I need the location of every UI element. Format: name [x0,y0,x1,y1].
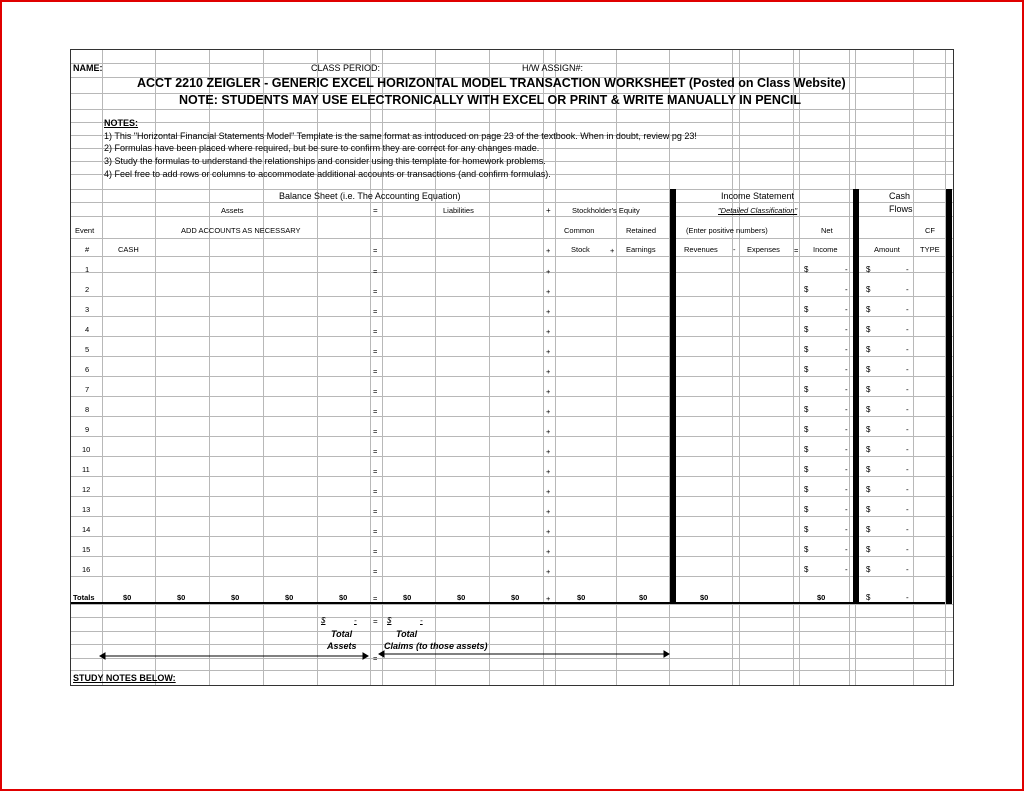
cash-amount-dash: - [906,445,909,454]
net-income-dash: - [845,325,848,334]
total-value: $0 [123,593,132,602]
plus-sign: + [546,327,551,336]
net-income-dash: - [845,385,848,394]
cash-amount-dash: - [906,545,909,554]
equals-sign: = [373,507,378,516]
event-number: 13 [82,505,91,514]
stock-label: Stock [571,245,590,254]
net-income-dash: - [845,305,848,314]
total-value: $0 [403,593,412,602]
net-income-dash: - [845,505,848,514]
cash-amount-dollar: $ [866,545,871,554]
event-number: 6 [85,365,90,374]
plus-sign: + [546,594,551,603]
net-income-dollar: $ [804,565,809,574]
total-claims-dash: - [420,616,423,625]
study-notes-label: STUDY NOTES BELOW: [73,673,176,683]
plus-sign: + [546,206,551,215]
plus-sign: + [546,547,551,556]
plus-sign: + [546,527,551,536]
income-statement-header: Income Statement [721,191,795,201]
net-income-dollar: $ [804,285,809,294]
event-number: 8 [85,405,90,414]
total-assets-dollar: $ [321,616,326,625]
equals-sign: = [373,307,378,316]
cash-amount-dollar: $ [866,505,871,514]
net-income-dollar: $ [804,405,809,414]
total-value: $0 [700,593,709,602]
assets-arrow-left-head [100,653,105,659]
equals-sign: = [373,567,378,576]
event-number: 15 [82,545,91,554]
assets-label: Assets [327,641,357,651]
net-income-dollar: $ [804,545,809,554]
cash-amount-dollar: $ [866,285,871,294]
total-assets-label: Total [331,629,353,639]
net-income-dash: - [845,465,848,474]
net-income-dash: - [845,365,848,374]
net-income-dollar: $ [804,445,809,454]
cash-amount-dollar: $ [866,385,871,394]
event-number: 1 [85,265,90,274]
equals-sign: = [373,547,378,556]
net-income-dollar: $ [804,425,809,434]
total-value: $0 [511,593,520,602]
type-label: TYPE [920,245,940,254]
plus-sign: + [610,246,615,255]
cash-amount-dash: - [906,505,909,514]
net-income-dash: - [845,485,848,494]
cash-amount-dash: - [906,285,909,294]
plus-sign: + [546,507,551,516]
equals-sign: = [373,206,378,215]
equals-sign: = [373,427,378,436]
add-accounts-note: ADD ACCOUNTS AS NECESSARY [181,226,301,235]
plus-sign: + [546,427,551,436]
plus-sign: + [546,287,551,296]
net-income-dollar: $ [804,385,809,394]
net-income-dash: - [845,405,848,414]
event-number: 2 [85,285,90,294]
cash-amount-dash: - [906,425,909,434]
net-label: Net [821,226,833,235]
net-income-dash: - [845,525,848,534]
notes-heading: NOTES: [104,118,139,128]
net-income-dash: - [845,445,848,454]
plus-sign: + [546,567,551,576]
row-number-label: # [85,245,90,254]
equals-sign: = [373,267,378,276]
net-income-dollar: $ [804,345,809,354]
detailed-classification: "Detailed Classification" [718,206,798,215]
income-label: Income [813,245,838,254]
cash-total-dollar: $ [866,593,871,602]
equals-sign: = [373,387,378,396]
expenses-label: Expenses [747,245,780,254]
plus-sign: + [546,267,551,276]
worksheet-subtitle: NOTE: STUDENTS MAY USE ELECTRONICALLY WITH EXCEL OR PRINT & WRITE MANUALLY IN PENCIL [179,93,802,107]
equals-sign: = [373,617,378,626]
equals-sign: = [373,447,378,456]
note-item: 4) Feel free to add rows or columns to accommodate additional accounts or transactions (and confirm formulas). [104,169,551,179]
cash-amount-dash: - [906,525,909,534]
cash-amount-dash: - [906,325,909,334]
equals-sign: = [794,246,799,255]
plus-sign: + [546,307,551,316]
total-claims-dollar: $ [387,616,392,625]
minus-sign: - [733,245,736,254]
enter-positive-note: (Enter positive numbers) [686,226,768,235]
net-income-dash: - [845,545,848,554]
assets-arrow-right-head [363,653,368,659]
event-number: 7 [85,385,90,394]
cash-amount-dash: - [906,345,909,354]
total-value: $0 [577,593,586,602]
total-value: $0 [817,593,826,602]
cash-amount-dollar: $ [866,525,871,534]
net-income-dash: - [845,425,848,434]
net-income-dash: - [845,565,848,574]
cash-total-dash: - [906,593,909,602]
cash-amount-dollar: $ [866,265,871,274]
footer-arrows [71,50,953,685]
net-income-dollar: $ [804,305,809,314]
note-item: 1) This "Horizontal Financial Statements Model" Template is the same format as introduced on page 23 of the textbook. When in doubt, review pg 23! [104,131,697,141]
net-income-dollar: $ [804,525,809,534]
net-income-dollar: $ [804,485,809,494]
claims-arrow-right-head [664,651,669,657]
retained-label: Retained [626,226,657,235]
cash-amount-dash: - [906,565,909,574]
cash-amount-dollar: $ [866,485,871,494]
cash-amount-dollar: $ [866,465,871,474]
equals-sign: = [373,367,378,376]
total-value: $0 [639,593,648,602]
event-number: 5 [85,345,90,354]
event-number: 3 [85,305,90,314]
equals-sign: = [373,467,378,476]
cash-header: Cash [889,191,911,201]
cash-amount-dollar: $ [866,445,871,454]
name-label: NAME: [73,63,103,73]
cash-amount-dash: - [906,265,909,274]
cf-label: CF [925,226,935,235]
equals-sign: = [373,594,378,603]
hw-assign-label: H/W ASSIGN#: [522,63,584,73]
total-claims-label: Total [396,629,418,639]
event-number: 11 [82,465,90,474]
claims-arrow-left-head [379,651,384,657]
totals-label: Totals [73,593,95,602]
earnings-label: Earnings [626,245,656,254]
event-number: 9 [85,425,90,434]
plus-sign: + [546,367,551,376]
event-number: 4 [85,325,90,334]
cash-column-label: CASH [118,245,139,254]
revenues-label: Revenues [684,245,718,254]
plus-sign: + [546,487,551,496]
event-number: 10 [82,445,91,454]
net-income-dollar: $ [804,265,809,274]
event-number: 12 [82,485,91,494]
cash-amount-dollar: $ [866,405,871,414]
worksheet [70,49,954,686]
equals-sign: = [373,347,378,356]
balance-sheet-header: Balance Sheet (i.e. The Accounting Equation) [279,191,461,201]
cash-amount-dollar: $ [866,325,871,334]
worksheet-title: ACCT 2210 ZEIGLER - GENERIC EXCEL HORIZONTAL MODEL TRANSACTION WORKSHEET (Posted on Class Website) [137,76,846,90]
flows-header: Flows [889,204,913,214]
total-value: $0 [231,593,240,602]
net-income-dollar: $ [804,365,809,374]
total-value: $0 [285,593,294,602]
plus-sign: + [546,347,551,356]
net-income-dollar: $ [804,465,809,474]
equals-sign: = [373,287,378,296]
plus-sign: + [546,246,551,255]
cash-amount-dollar: $ [866,425,871,434]
equals-sign: = [373,246,378,255]
total-assets-dash: - [354,616,357,625]
event-number: 14 [82,525,91,534]
cash-amount-dollar: $ [866,565,871,574]
common-label: Common [564,226,595,235]
cash-amount-dash: - [906,405,909,414]
net-income-dash: - [845,265,848,274]
note-item: 2) Formulas have been placed where required, but be sure to confirm they are correct for any changes made. [104,143,540,153]
equals-sign: = [373,327,378,336]
assets-header: Assets [221,206,244,215]
class-period-label: CLASS PERIOD: [311,63,381,73]
liabilities-header: Liabilities [443,206,474,215]
equity-header: Stockholder's Equity [572,206,640,215]
cash-amount-dollar: $ [866,345,871,354]
cash-amount-dash: - [906,465,909,474]
net-income-dash: - [845,285,848,294]
plus-sign: + [546,387,551,396]
net-income-dollar: $ [804,505,809,514]
cash-amount-dash: - [906,385,909,394]
total-value: $0 [339,593,348,602]
amount-label: Amount [874,245,900,254]
plus-sign: + [546,407,551,416]
event-number: 16 [82,565,91,574]
total-value: $0 [177,593,186,602]
plus-sign: + [546,447,551,456]
cash-amount-dollar: $ [866,365,871,374]
equals-sign: = [373,527,378,536]
cash-amount-dollar: $ [866,305,871,314]
cash-amount-dash: - [906,305,909,314]
equals-sign: = [373,407,378,416]
total-value: $0 [457,593,466,602]
cash-amount-dash: - [906,485,909,494]
claims-label: Claims (to those assets) [384,641,488,651]
net-income-dash: - [845,345,848,354]
net-income-dollar: $ [804,325,809,334]
event-label: Event [75,226,95,235]
equals-sign: = [373,654,378,663]
cash-amount-dash: - [906,365,909,374]
note-item: 3) Study the formulas to understand the relationships and consider using this template for homework problems. [104,156,546,166]
plus-sign: + [546,467,551,476]
equals-sign: = [373,487,378,496]
